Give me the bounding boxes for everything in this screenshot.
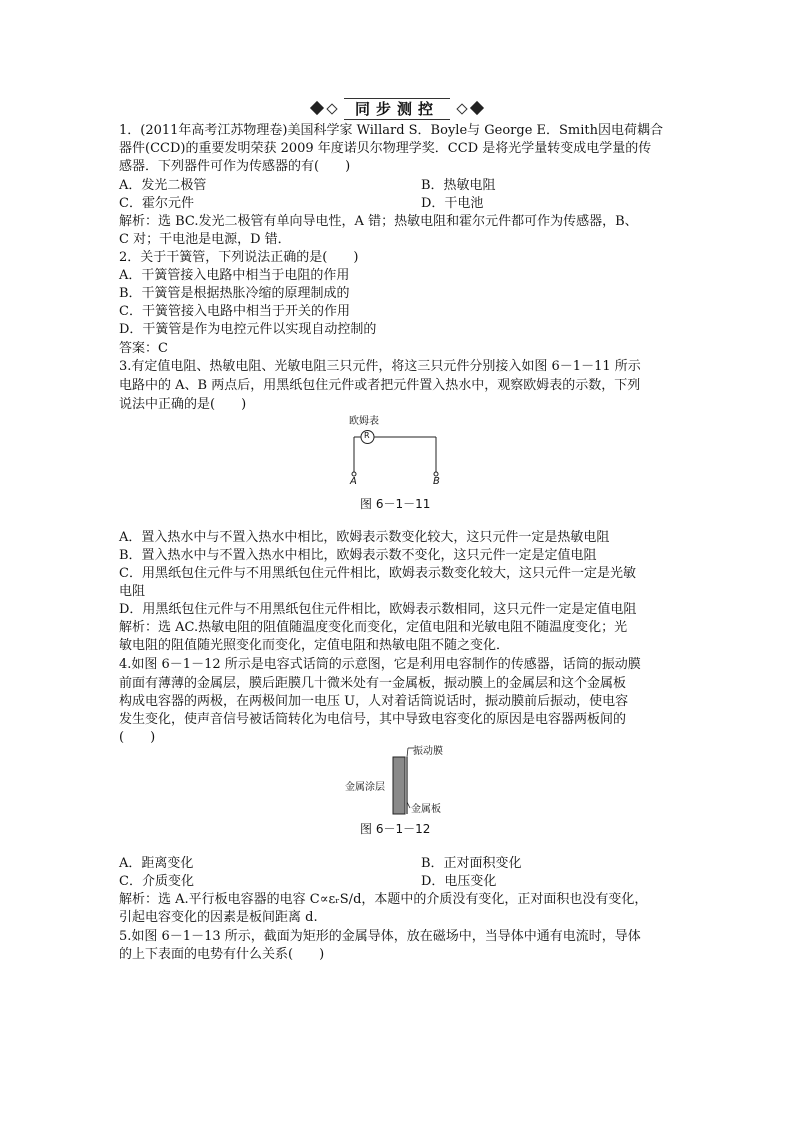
figure-label-metal-coating: 金属涂层 bbox=[345, 782, 385, 793]
q2-option-c: C．干簧管接入电路中相当于开关的作用 bbox=[119, 304, 350, 319]
q3-option-c-line1: C．用黑纸包住元件与不用黑纸包住元件相比，欧姆表示数变化较大，这只元件一定是光敏 bbox=[119, 566, 636, 581]
q2-option-d: D．干簧管是作为电控元件以实现自动控制的 bbox=[119, 322, 377, 337]
diamond-icon bbox=[310, 101, 324, 115]
q3-stem-line3: 说法中正确的是( ) bbox=[119, 397, 247, 412]
figure-label-vibrating-film: 振动膜 bbox=[413, 746, 443, 757]
diamond-outline-icon bbox=[456, 103, 467, 114]
figure-caption: 图 6－1－12 bbox=[360, 822, 431, 836]
section-title-box bbox=[344, 98, 450, 120]
q4-stem-line2: 前面有薄薄的金属层，膜后距膜几十微米处有一金属板，振动膜上的金属层和这个金属板 bbox=[119, 676, 627, 691]
q3-stem-line1: 3.有定值电阻、热敏电阻、光敏电阻三只元件，将这三只元件分别接入如图 6－1－11 所示 bbox=[119, 359, 641, 374]
q2-stem: 2．关于干簧管，下列说法正确的是( ) bbox=[119, 250, 359, 265]
q4-analysis-line1: 解析：选 A.平行板电容器的电容 C∝εᵣS/d，本题中的介质没有变化，正对面积也没有变化， bbox=[119, 892, 648, 907]
q3-option-b: B．置入热水中与不置入热水中相比，欧姆表示数不变化，这只元件一定是定值电阻 bbox=[119, 548, 597, 563]
q4-stem-line1: 4.如图 6－1－12 所示是电容式话筒的示意图，它是利用电容制作的传感器，话筒的振动膜 bbox=[119, 657, 641, 672]
q1-stem-line2: 器件(CCD)的重要发明荣获 2009 年度诺贝尔物理学奖．CCD 是将光学量转变成电学量的传 bbox=[119, 141, 652, 156]
q4-stem-line3: 构成电容器的两极，在两极间加一电压 U，人对着话筒说话时，振动膜前后振动，使电容 bbox=[119, 694, 629, 709]
q3-option-c-line2: 电阻 bbox=[119, 584, 146, 599]
q1-option-c: C．霍尔元件 bbox=[119, 196, 194, 211]
q1-option-d: D．干电池 bbox=[421, 196, 484, 211]
q4-option-b: B．正对面积变化 bbox=[421, 856, 522, 871]
q1-analysis-line2: C 对；干电池是电源，D 错． bbox=[119, 232, 291, 247]
q2-answer: 答案：C bbox=[119, 341, 168, 356]
q5-stem-line1: 5.如图 6－1－13 所示，截面为矩形的金属导体，放在磁场中，当导体中通有电流时，导体 bbox=[119, 929, 641, 944]
q1-stem-line3: 感器．下列器件可作为传感器的有( ) bbox=[119, 159, 351, 174]
q4-option-c: C．介质变化 bbox=[119, 874, 194, 889]
section-title: 同步测控 bbox=[354, 100, 439, 118]
figure-label-metal-plate: 金属板 bbox=[411, 804, 441, 815]
q3-analysis-line1: 解析：选 AC.热敏电阻的阻值随温度变化而变化，定值电阻和光敏电阻不随温度变化；光 bbox=[119, 620, 628, 635]
figure-label-a: A bbox=[350, 476, 357, 487]
q1-analysis-line1: 解析：选 BC.发光二极管有单向导电性，A 错；热敏电阻和霍尔元件都可作为传感器，B、 bbox=[119, 214, 638, 229]
figure-ohmmeter-symbol: R bbox=[364, 431, 370, 440]
q1-stem-line1: 1．(2011年高考江苏物理卷)美国科学家 Willard S．Boyle与 George E．Smith因电荷耦合 bbox=[119, 123, 664, 138]
q2-option-b: B．干簧管是根据热胀冷缩的原理制成的 bbox=[119, 286, 350, 301]
q5-stem-line2: 的上下表面的电势有什么关系( ) bbox=[119, 947, 325, 962]
q3-option-a: A．置入热水中与不置入热水中相比，欧姆表示数变化较大，这只元件一定是热敏电阻 bbox=[119, 530, 610, 545]
diamond-icon bbox=[470, 101, 484, 115]
figure-ohmmeter-label: 欧姆表 bbox=[349, 416, 379, 427]
q1-option-a: A．发光二极管 bbox=[119, 178, 207, 193]
q2-option-a: A．干簧管接入电路中相当于电阻的作用 bbox=[119, 268, 350, 283]
section-header bbox=[312, 98, 482, 120]
diamond-outline-icon bbox=[326, 103, 337, 114]
q4-analysis-line2: 引起电容变化的因素是板间距离 d. bbox=[119, 910, 318, 925]
q1-option-b: B．热敏电阻 bbox=[421, 178, 496, 193]
figure-label-b: B bbox=[433, 476, 440, 487]
q4-stem-line4: 发生变化，使声音信号被话筒转化为电信号，其中导致电容变化的原因是电容器两板间的 bbox=[119, 712, 627, 727]
metal-plate bbox=[393, 757, 405, 814]
q4-option-d: D．电压变化 bbox=[421, 874, 497, 889]
q3-stem-line2: 电路中的 A、B 两点后，用黑纸包住元件或者把元件置入热水中，观察欧姆表的示数，下列 bbox=[119, 378, 641, 393]
q4-stem-line5: ( ) bbox=[119, 730, 156, 745]
q3-option-d: D．用黑纸包住元件与不用黑纸包住元件相比，欧姆表示数相同，这只元件一定是定值电阻 bbox=[119, 602, 637, 617]
figure-caption: 图 6－1－11 bbox=[360, 497, 431, 511]
q4-option-a: A．距离变化 bbox=[119, 856, 194, 871]
leader-line bbox=[407, 748, 408, 757]
q3-analysis-line2: 敏电阻的阻值随光照变化而变化，定值电阻和热敏电阻不随之变化． bbox=[119, 638, 510, 653]
